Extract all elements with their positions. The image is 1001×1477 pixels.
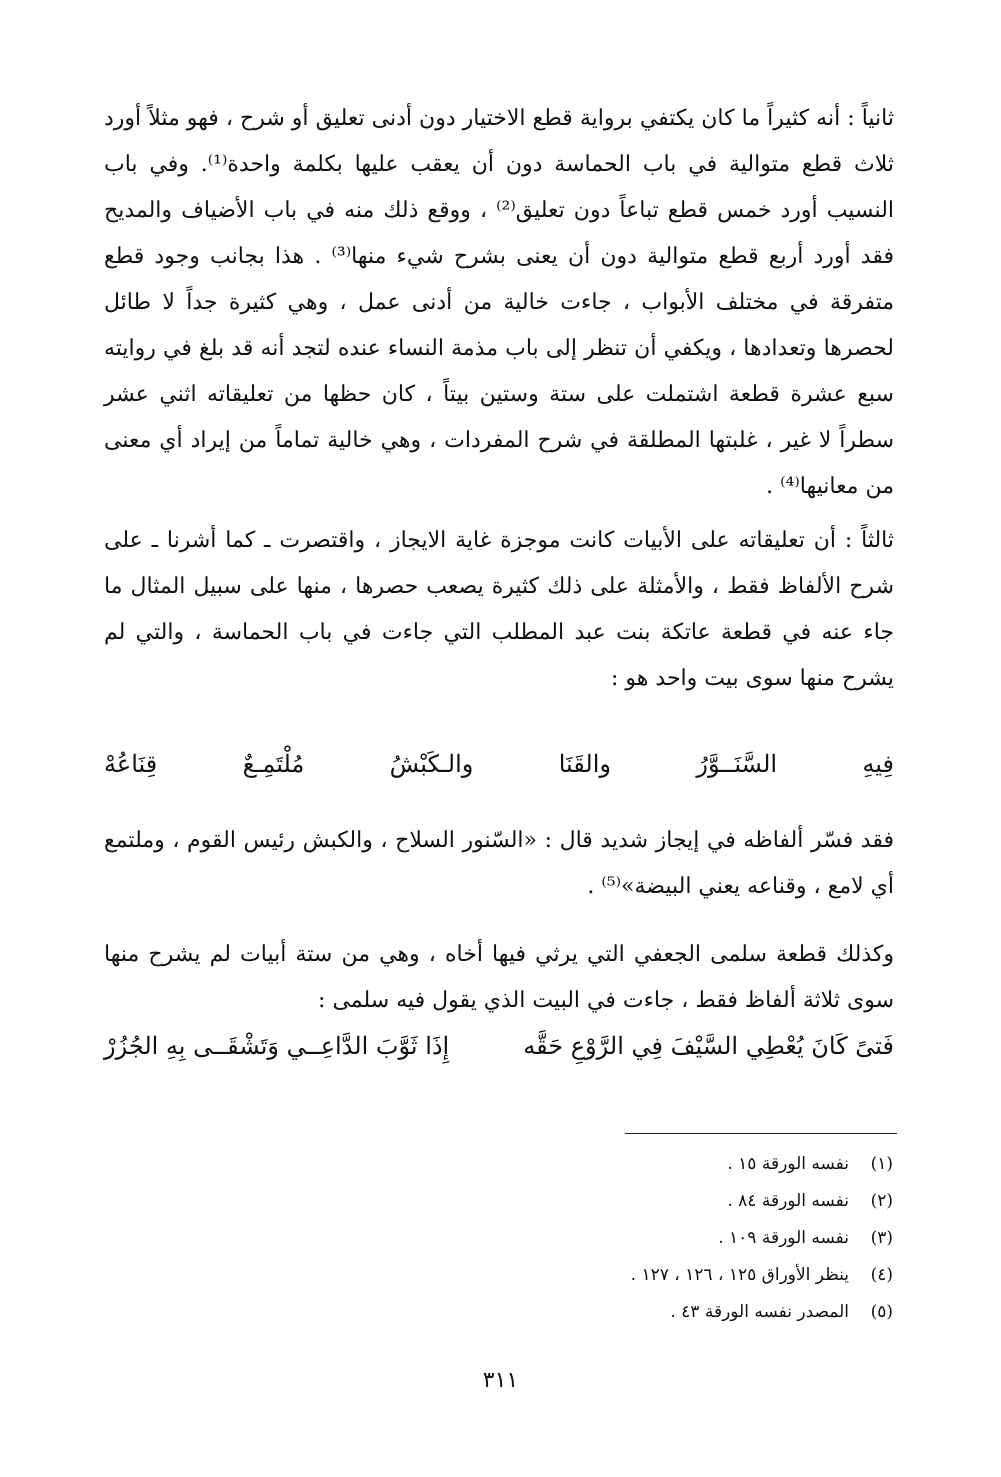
verse-word: السَّنَــوَّرُ — [696, 750, 778, 778]
footnote-number: (١) — [870, 1154, 893, 1174]
spacer — [104, 910, 894, 932]
footnote-text: المصدر نفسه الورقة ٤٣ . — [670, 1302, 849, 1322]
paragraph-third-point: ثالثاً : أن تعليقاته على الأبيات كانت موجزة غاية الايجاز ، واقتصرت ـ كما أشرنا ـ على شرح الألفاظ فقط ، والأمثلة على ذلك كثيرة يصعب حصرها ، منها على سبيل المثال ما جاء عنه في قطعة عاتكة بنت عبد المطلب التي جاءت في باب الحماسة ، والتي لم يشرح منها سوى بيت واحد هو : — [104, 528, 894, 691]
footnote-number: (٥) — [870, 1302, 893, 1322]
verse-second-hemistich: إِذَا ثَوَّبَ الدَّاعِــي وَتَشْقَــى بِهِ الجُزُرْ — [104, 1032, 450, 1060]
footnote-text: نفسه الورقة ٨٤ . — [727, 1191, 849, 1211]
footnote-number: (٣) — [870, 1228, 893, 1248]
footnote-text: نفسه الورقة ١٥ . — [727, 1154, 849, 1174]
footnote-item — [413, 1146, 893, 1183]
verse-salma — [104, 1024, 894, 1068]
verse-word: فِيهِ — [862, 750, 894, 778]
paragraph-explanation: فقد فسّر ألفاظه في إيجاز شديد قال : «السّنور السلاح ، والكبش رئيس القوم ، وملتمع أي لامع ، وقناعه يعني البيضة»⁽⁵⁾ . — [104, 828, 894, 899]
spacer — [104, 510, 894, 518]
verse-word: قِنَاعُهْ — [104, 750, 158, 778]
footnote-item — [413, 1257, 893, 1294]
paragraph-salma: وكذلك قطعة سلمى الجعفي التي يرثي فيها أخاه ، وهي من ستة أبيات لم يشرح منها سوى ثلاثة ألفاظ فقط ، جاءت في البيت الذي يقول فيه سلمى : — [104, 942, 894, 1013]
page-number: ٣١١ — [482, 1368, 519, 1393]
footnote-text: ينظر الأوراق ١٢٥ ، ١٢٦ ، ١٢٧ . — [630, 1265, 849, 1285]
footnote-divider — [625, 1133, 897, 1134]
footnote-item — [413, 1183, 893, 1220]
verse-atika — [104, 702, 894, 778]
verse-word: مُلْتَمِـعٌ — [242, 750, 305, 778]
footnote-number: (٢) — [870, 1191, 893, 1211]
footnote-text: نفسه الورقة ١٠٩ . — [718, 1228, 849, 1248]
footnote-number: (٤) — [870, 1265, 893, 1285]
paragraph-second-point: ثانياً : أنه كثيراً ما كان يكتفي برواية قطع الاختيار دون أدنى تعليق أو شرح ، فهو مثلاً أورد ثلاث قطع متوالية في باب الحماسة دون أن يعقب عليها بكلمة واحدة⁽¹⁾. وفي باب النسيب أورد خمس قطع تباعاً دون تعليق⁽²⁾ ، ووقع ذلك منه في باب الأضياف والمديح فقد أورد أربع قطع متوالية دون أن يعنى بشرح شيء منها⁽³⁾ . هذا بجانب وجود قطع متفرقة في مختلف الأبواب ، جاءت خالية من أدنى عمل ، وهي كثيرة جداً لا طائل لحصرها وتعدادها ، ويكفي أن تنظر إلى باب مذمة النساء عنده لتجد أنه قد بلغ في روايته سبع عشرة قطعة اشتملت على ستة وستين بيتاً ، كان حظها من تعليقاته اثني عشر سطراً لا غير ، غلبتها المطلقة في شرح المفردات ، وهي خالية تماماً من إيراد أي معنى من معانيها⁽⁴⁾ . — [104, 106, 895, 499]
verse-word: والقَنَا — [558, 750, 611, 778]
footnotes — [413, 1146, 893, 1331]
verse-word: والـكَبْشُ — [389, 750, 474, 778]
page-body — [104, 96, 894, 1068]
footnote-item — [413, 1220, 893, 1257]
verse-first-hemistich: فَتىً كَانَ يُعْطِي السَّيْفَ فِي الرَّوْعِ حَقَّه — [523, 1032, 894, 1060]
footnote-item — [413, 1294, 893, 1331]
